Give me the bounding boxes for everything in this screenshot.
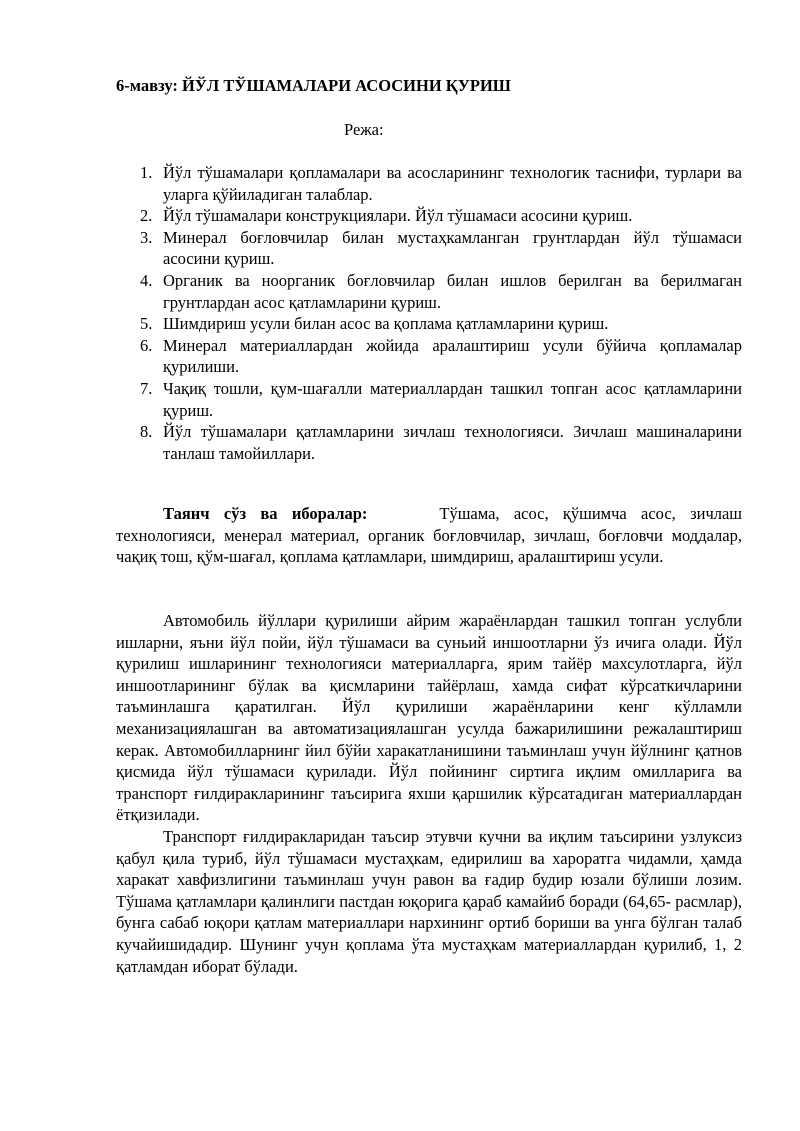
- plan-item-text: Минерал материаллардан жойида аралаштириш усули бўйича қопламалар қурилиши.: [163, 335, 742, 377]
- body-text: [116, 610, 742, 977]
- plan-item-text: Чақиқ тошли, қум-шағалли материаллардан ташкил топган асос қатламларини қуриш.: [163, 378, 742, 420]
- plan-item-number: 2.: [140, 206, 153, 226]
- plan-item-number: 3.: [140, 227, 153, 247]
- plan-item-number: 5.: [140, 314, 153, 334]
- plan-item: [140, 378, 742, 421]
- plan-item-number: 7.: [140, 378, 153, 398]
- keywords-paragraph: [116, 503, 742, 568]
- plan-heading: Режа:: [344, 120, 384, 139]
- body-paragraph: Транспорт ғилдиракларидан таъсир этувчи кучни ва иқлим таъсирини узлуксиз қабул қила туриб, йўл тўшамаси мустаҳкам, едирилиш ва хароратга чидамли, ҳамда харакат хавфизлигини таъминлаш учун равон ва ғадир будир юзали бўлиши лозим. Тўшама қатламлари қалинлиги пастдан юқорига қараб камайиб боради (64,65- расмлар), бунга сабаб юқори қатлам материаллари нархининг ортиб бориши ва унга бўлган талаб кучайишидадир. Шунинг учун қоплама ўта мустаҳкам материаллардан қурилиб, 1, 2 қатламдан иборат бўлади.: [116, 826, 742, 976]
- keywords-label: Таянч сўз ва иборалар:: [163, 504, 368, 523]
- body-paragraph: Автомобиль йўллари қурилиши айрим жараёнлардан ташкил топган услубли ишларни, яъни йўл пойи, йўл тўшамаси ва суньий иншоотларни ўз ичига олади. Йўл қурилиш ишларининг технологияси материалларга, ярим тайёр махсулотларга, йўл иншоотларининг бўлак ва қисмларини тайёрлаш, хамда сифат кўрсаткичларини таъминлашга қаратилган. Йўл қурилиши жараёнларини кенг кўлламли механизациялашган ва автоматизациялашган усулда бажарилишини режалаштириш керак. Автомобилларнинг йил бўйи харакатланишини таъминлаш учун йўлнинг қатнов қисмида йўл тўшамаси қурилади. Йўл пойининг сиртига иқлим омилларига ва транспорт ғилдиракларининг таъсирига яхши қаршилик кўрсатадиган материаллардан ётқизилади.: [116, 611, 742, 825]
- plan-item-number: 4.: [140, 270, 153, 290]
- plan-item-text: Шимдириш усули билан асос ва қоплама қатламларини қуриш.: [163, 314, 609, 334]
- plan-item: [140, 421, 742, 464]
- plan-item: [140, 313, 742, 335]
- plan-item-text: Йўл тўшамалари конструкциялари. Йўл тўшамаси асосини қуриш.: [163, 206, 633, 226]
- plan-item: [140, 205, 742, 227]
- plan-item: [140, 162, 742, 205]
- plan-item-number: 6.: [140, 335, 153, 355]
- plan-list: [140, 162, 742, 464]
- plan-item: [140, 227, 742, 270]
- plan-item-text: Минерал боғловчилар билан мустаҳкамланган грунтлардан йўл тўшамаси асосини қуриш.: [163, 227, 742, 269]
- plan-item-text: Йўл тўшамалари қатламларини зичлаш технологияси. Зичлаш машиналарини танлаш тамойиллари.: [163, 422, 742, 463]
- plan-item: [140, 270, 742, 313]
- plan-item-text: Органик ва ноорганик боғловчилар билан ишлов берилган ва берилмаган грунтлардан асос қатламларини қуриш.: [163, 270, 742, 312]
- plan-item: [140, 335, 742, 378]
- plan-item-number: 1.: [140, 163, 153, 182]
- keywords-text: Тўшама, асос, қўшимча асос, зичлаш технологияси, менерал материал, органик боғловчилар, зичлаш, боғловчи моддалар, чақиқ тош, қўм-шағал, қоплама қатламлари, шимдириш, аралаштириш усули.: [116, 504, 742, 567]
- document-title: 6-мавзу: ЙЎЛ ТЎШАМАЛАРИ АСОСИНИ ҚУРИШ: [116, 76, 511, 95]
- plan-item-text: Йўл тўшамалари қопламалари ва асосларининг технологик таснифи, турлари ва уларга қўйиладиган талаблар.: [163, 163, 742, 204]
- plan-item-number: 8.: [140, 422, 153, 442]
